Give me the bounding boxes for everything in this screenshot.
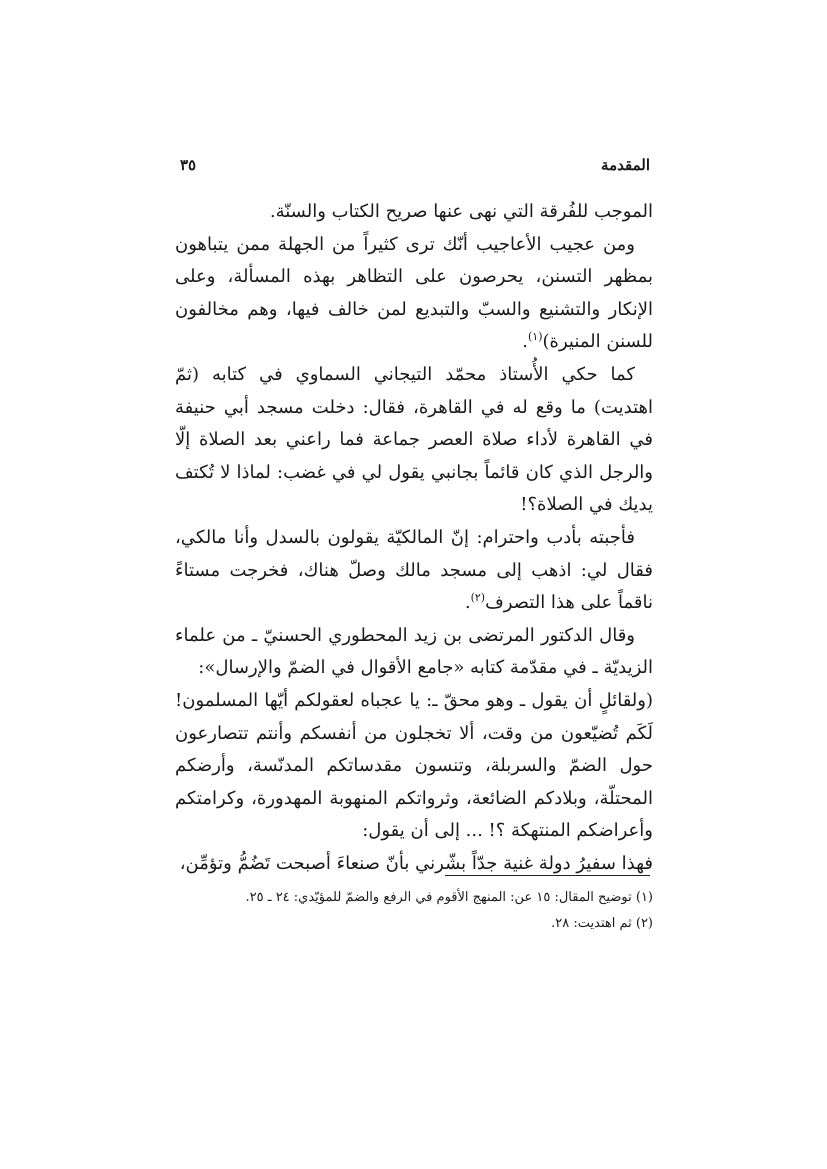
main-text [175,196,653,880]
paragraph [175,229,653,359]
paragraph-end: . [464,592,471,614]
footnote-item: (١) توضيح المقال: ١٥ عن: المنهج الأقوم في الرفع والضمّ للمؤيّدي: ٢٤ ـ ٢٥. [245,890,653,905]
running-header [180,156,650,182]
footnotes [175,885,653,937]
quotation: (ولقائلٍ أن يقول ـ وهو محقّ ـ: يا عجباه لعقولكم أيّها المسلمون! لَكَم تُضيّعون من وقت، ألا تخجلون من أنفسكم وأنتم تتصارعون حول الضمّ والسربلة، وتنسون مقدساتكم المدنّسة، وأرضكم المحتلّة، وبلادكم الضائعة، وثرواتكم المنهوبة المهدورة، وكرامتكم وأعراضكم المنتهكة ؟! ... إلى أن يقول: [175,689,653,842]
paragraph-text: فأجبته بأدب واحترام: إنّ المالكيّة يقولون بالسدل وأنا مالكي، فقال لي: اذهب إلى مسجد مالك وصلّ هناك، فخرجت مستاءً ناقماً على هذا التصرف [175,526,653,614]
footnote-item: (٢) ثم اهتديت: ٢٨. [551,916,653,931]
paragraph-text: ومن عجيب الأعاجيب أنّك ترى كثيراً من الجهلة ممن يتباهون بمظهر التسنن، يحرصون على التظاهر بهذه المسألة، وعلى الإنكار والتشنيع والسبّ والتبديع لمن خالف فيها، وهم مخالفون للسنن المنيرة) [175,233,653,353]
paragraph [175,522,653,620]
paragraph: الموجب للفُرقة التي نهى عنها صريح الكتاب والسنّة. [269,201,653,222]
footnote-divider [445,875,650,876]
page-number: ٣٥ [180,156,197,174]
footnote-marker[interactable]: (١) [527,330,543,344]
paragraph-end: . [522,331,528,353]
chapter-title: المقدمة [601,156,650,174]
paragraph: فهذا سفيرُ دولة غنية جدّاً بشّرني بأنّ صنعاءَ أصبحت تَضُمُّ وتؤمِّن، [179,852,653,874]
paragraph: وقال الدكتور المرتضى بن زيد المحطوري الحسنيّ ـ من علماء الزيديّة ـ في مقدّمة كتابه «جامع الأقوال في الضمّ والإرسال»: [175,624,653,679]
paragraph: كما حكي الأُستاذ محمّد التيجاني السماوي في كتابه (ثمّ اهتديت) ما وقع له في القاهرة، فقال: دخلت مسجد أبي حنيفة في القاهرة لأداء صلاة العصر جماعة فما راعني بعد الصلاة إلّا والرجل الذي كان قائماً بجانبي يقول لي في غضب: لماذا لا تُكتف يديك في الصلاة؟! [175,363,653,516]
footnote-marker[interactable]: (٢) [470,591,486,605]
